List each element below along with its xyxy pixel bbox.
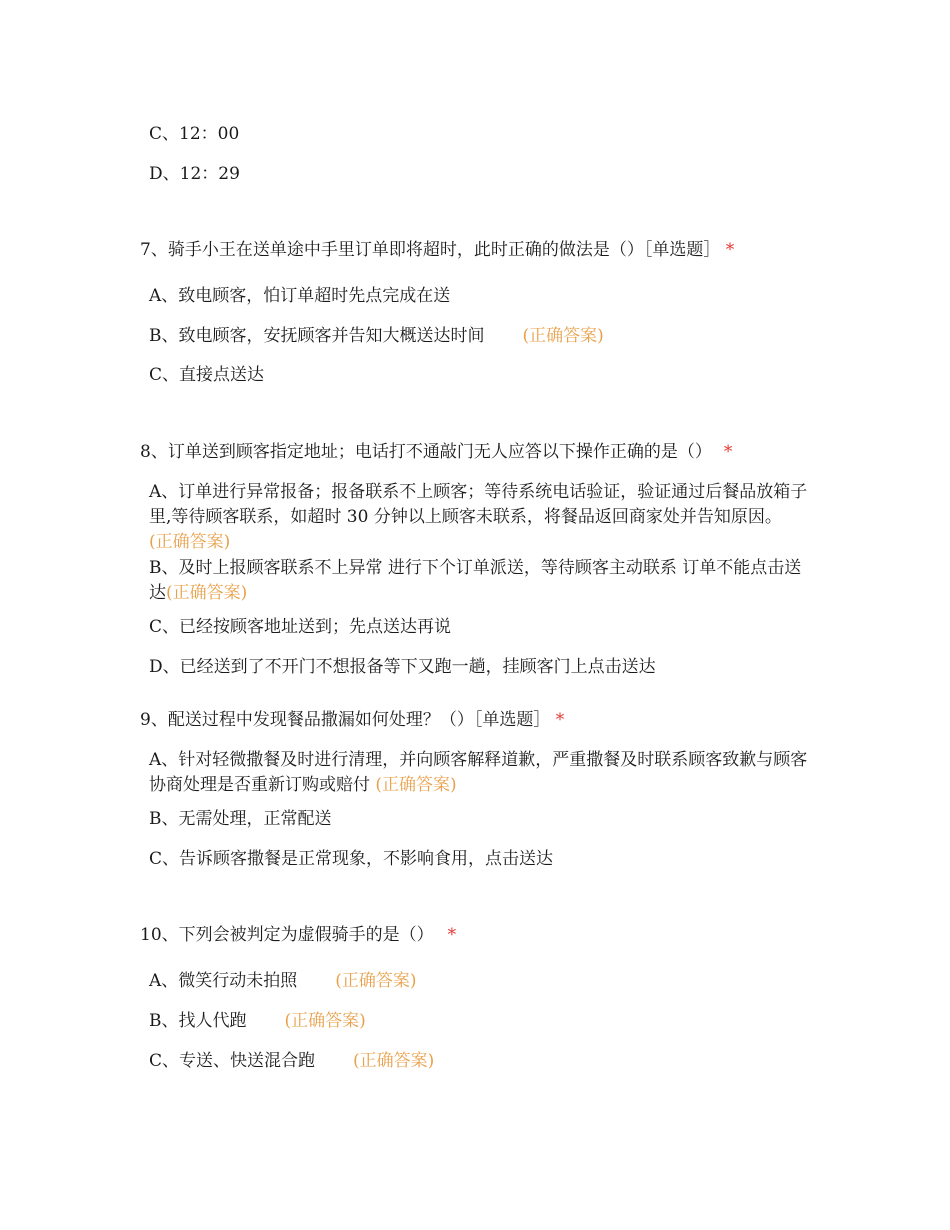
option-label: D、12：29 (149, 164, 240, 184)
correct-answer-mark: (正确答案) (166, 583, 248, 603)
correct-answer-mark: (正确答案) (522, 326, 604, 346)
question-7-title (140, 239, 734, 261)
correct-answer-mark: (正确答案) (335, 971, 417, 991)
option-label: C、专送、快送混合跑 (149, 1051, 316, 1071)
q8-option-d[interactable] (149, 656, 656, 678)
q7-option-a[interactable] (149, 285, 450, 307)
option-label: B、无需处理，正常配送 (149, 809, 332, 829)
option-label: A、订单进行异常报备；报备联系不上顾客；等待系统电话验证，验证通过后餐品放箱子里,等待顾客联系，如超时 30 分钟以上顾客未联系，将餐品返回商家处并告知原因。 (149, 482, 808, 527)
option-label: B、及时上报顾客联系不上异常 进行下个订单派送，等待顾客主动联系 订单不能点击送达 (149, 558, 802, 603)
option-label: A、针对轻微撒餐及时进行清理，并向顾客解释道歉，严重撒餐及时联系顾客致歉与顾客协商处理是否重新订购或赔付 (149, 750, 808, 795)
question-10-title (140, 924, 456, 946)
question-8-title (140, 441, 732, 463)
question-9-title (140, 709, 564, 731)
option-d-prev[interactable] (149, 163, 240, 185)
correct-answer-mark: (正确答案) (375, 775, 457, 795)
required-star: * (723, 442, 733, 462)
q8-option-a[interactable] (149, 480, 809, 555)
q8-option-c[interactable] (149, 616, 451, 638)
q8-option-b[interactable] (149, 556, 809, 606)
option-c-prev[interactable] (149, 123, 239, 145)
q10-option-a[interactable] (149, 970, 417, 992)
q9-option-c[interactable] (149, 848, 553, 870)
option-label: B、找人代跑 (149, 1011, 247, 1031)
option-label: C、告诉顾客撒餐是正常现象，不影响食用，点击送达 (149, 849, 554, 869)
q10-option-c[interactable] (149, 1050, 434, 1072)
correct-answer-mark: (正确答案) (284, 1011, 366, 1031)
option-label: C、已经按顾客地址送到；先点送达再说 (149, 617, 452, 637)
required-star: * (447, 925, 457, 945)
q9-option-b[interactable] (149, 808, 332, 830)
option-label: C、12：00 (149, 124, 240, 144)
question-stem: 9、配送过程中发现餐品撒漏如何处理？（）［单选题］ (140, 710, 551, 730)
question-stem: 8、订单送到顾客指定地址；电话打不通敲门无人应答以下操作正确的是（） (140, 442, 712, 462)
q10-option-b[interactable] (149, 1010, 366, 1032)
option-label: C、直接点送达 (149, 365, 265, 385)
option-label: A、致电顾客，怕订单超时先点完成在送 (149, 286, 451, 306)
required-star: * (725, 240, 735, 260)
option-label: A、微笑行动未拍照 (149, 971, 298, 991)
q7-option-b[interactable] (149, 325, 604, 347)
option-label: D、已经送到了不开门不想报备等下又跑一趟，挂顾客门上点击送达 (149, 657, 656, 677)
q7-option-c[interactable] (149, 364, 264, 386)
correct-answer-mark: (正确答案) (353, 1051, 435, 1071)
correct-answer-mark: (正确答案) (149, 532, 231, 552)
question-stem: 7、骑手小王在送单途中手里订单即将超时，此时正确的做法是（）［单选题］ (140, 240, 721, 260)
required-star: * (555, 710, 565, 730)
q9-option-a[interactable] (149, 748, 809, 798)
question-stem: 10、下列会被判定为虚假骑手的是（） (140, 925, 434, 945)
option-label: B、致电顾客，安抚顾客并告知大概送达时间 (149, 326, 485, 346)
